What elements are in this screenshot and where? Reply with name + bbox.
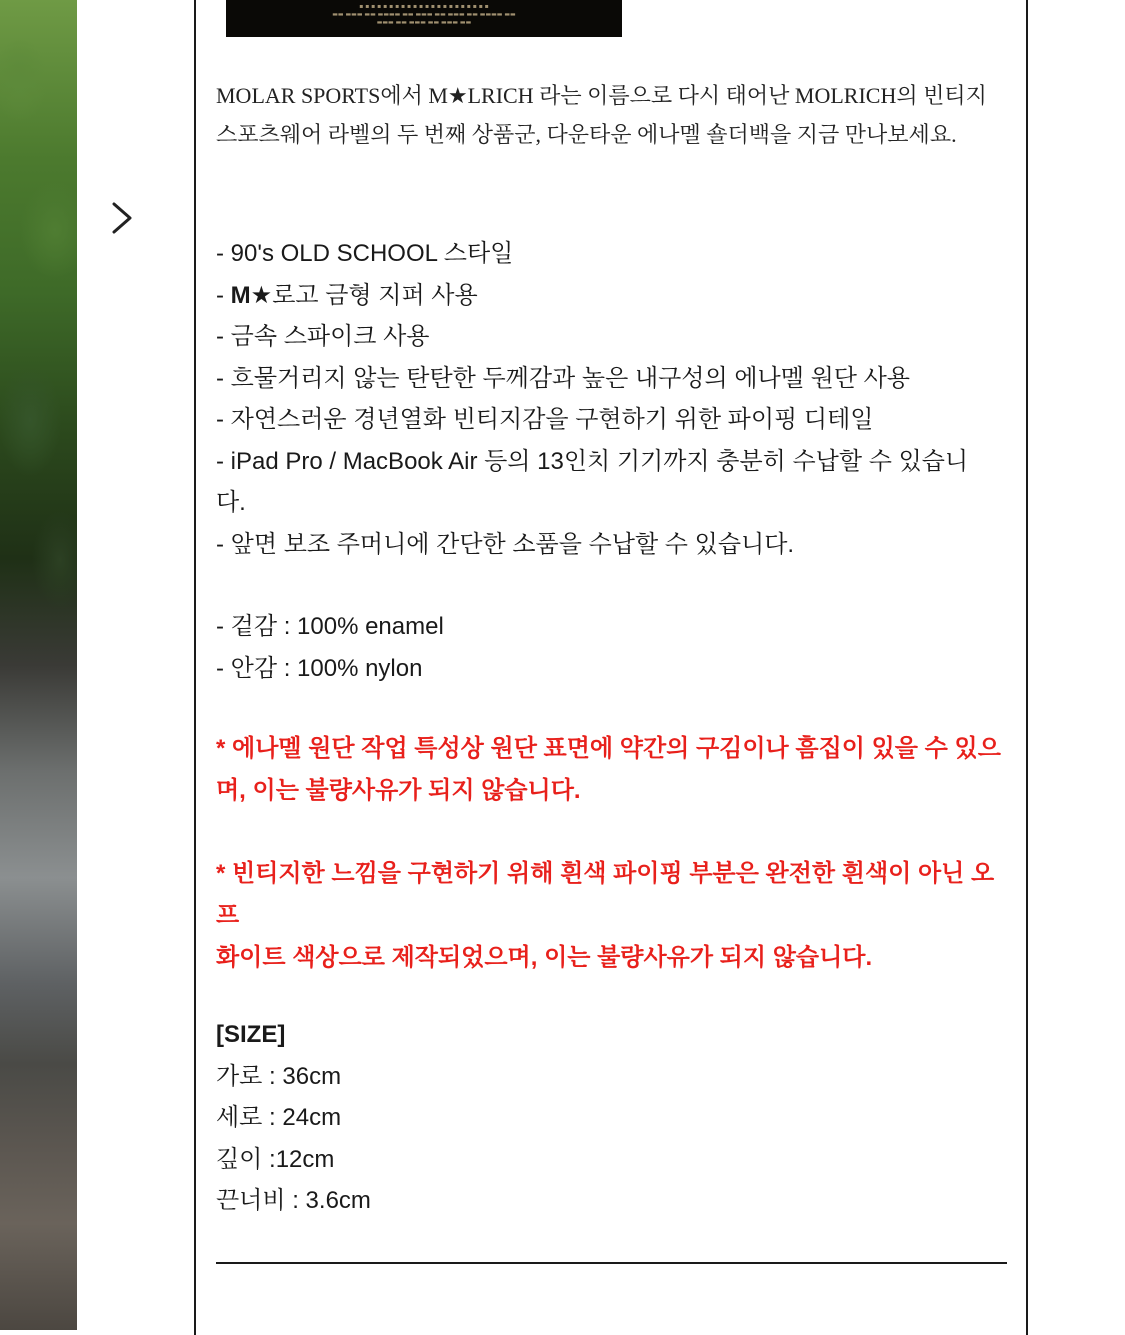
size-list bbox=[216, 1056, 371, 1222]
next-image-button[interactable] bbox=[106, 198, 136, 238]
section-divider bbox=[216, 1262, 1007, 1264]
product-intro bbox=[216, 76, 1011, 154]
notice-enamel bbox=[216, 728, 1016, 812]
feature-list bbox=[216, 233, 1006, 565]
notice-line: * 빈티지한 느낌을 구현하기 위해 흰색 파이핑 부분은 완전한 흰색이 아닌 오프 bbox=[216, 860, 995, 929]
material-item: - 안감 : 100% nylon bbox=[216, 654, 423, 682]
feature-item: - 자연스러운 경년열화 빈티지감을 구현하기 위한 파이핑 디테일 bbox=[216, 406, 874, 433]
notice-line: 며, 이는 불량사유가 되지 않습니다. bbox=[216, 777, 581, 804]
brand-banner-image: ▪ ▪ ▪ ▪ ▪ ▪ ▪ ▪ ▪ ▪ ▪ ▪ ▪ ▪ ▪ ▪ ▪ ▪ ▪ ▪ ▪ ▪ ▬▬ ▬▬▬ ▬▬ ▬▬▬▬ ▬▬ ▬▬▬ ▬▬ ▬▬▬ ▬▬ ▬▬▬▬ ▬▬ ▬▬▬ ▬▬ ▬▬▬ ▬▬ ▬▬▬ ▬▬ bbox=[226, 0, 622, 37]
feature-prefix: - bbox=[216, 281, 231, 309]
feature-item: - 흐물거리지 않는 탄탄한 두께감과 높은 내구성의 에나멜 원단 사용 bbox=[216, 364, 910, 392]
size-title: [SIZE] bbox=[216, 1021, 286, 1048]
notice-line: * 에나멜 원단 작업 특성상 원단 표면에 약간의 구김이나 흠집이 있을 수 있으 bbox=[216, 735, 1001, 762]
brand-logo-text: M★ bbox=[230, 281, 273, 309]
feature-item bbox=[216, 275, 1006, 317]
notice-piping bbox=[216, 853, 1016, 979]
size-item: 가로 : 36cm bbox=[216, 1062, 342, 1090]
notice-line: 화이트 색상으로 제작되었으며, 이는 불량사유가 되지 않습니다. bbox=[216, 944, 873, 971]
product-photo-preview bbox=[0, 0, 77, 1330]
feature-item: - 금속 스파이크 사용 bbox=[216, 323, 430, 350]
intro-line: 스포츠웨어 라벨의 두 번째 상품군, 다운타운 에나멜 숄더백을 지금 만나보세요. bbox=[216, 122, 957, 147]
material-item: - 겉감 : 100% enamel bbox=[216, 613, 444, 640]
product-detail-panel bbox=[194, 0, 1028, 1335]
chevron-right-icon bbox=[106, 198, 136, 238]
intro-line: MOLAR SPORTS에서 M★LRICH 라는 이름으로 다시 태어난 MOLRICH의 빈티지 bbox=[216, 83, 987, 108]
size-item: 세로 : 24cm bbox=[216, 1104, 342, 1131]
material-list bbox=[216, 606, 444, 689]
feature-item: 다. bbox=[216, 489, 246, 516]
size-item: 깊이 :12cm bbox=[216, 1145, 335, 1173]
size-section bbox=[216, 1014, 371, 1222]
feature-item: - 90's OLD SCHOOL 스타일 bbox=[216, 240, 514, 267]
feature-item: - iPad Pro / MacBook Air 등의 13인치 기기까지 충분히 수납할 수 있습니 bbox=[216, 447, 969, 475]
feature-text: 로고 금형 지퍼 사용 bbox=[272, 281, 478, 309]
size-item: 끈너비 : 3.6cm bbox=[216, 1187, 371, 1214]
feature-item: - 앞면 보조 주머니에 간단한 소품을 수납할 수 있습니다. bbox=[216, 530, 795, 558]
